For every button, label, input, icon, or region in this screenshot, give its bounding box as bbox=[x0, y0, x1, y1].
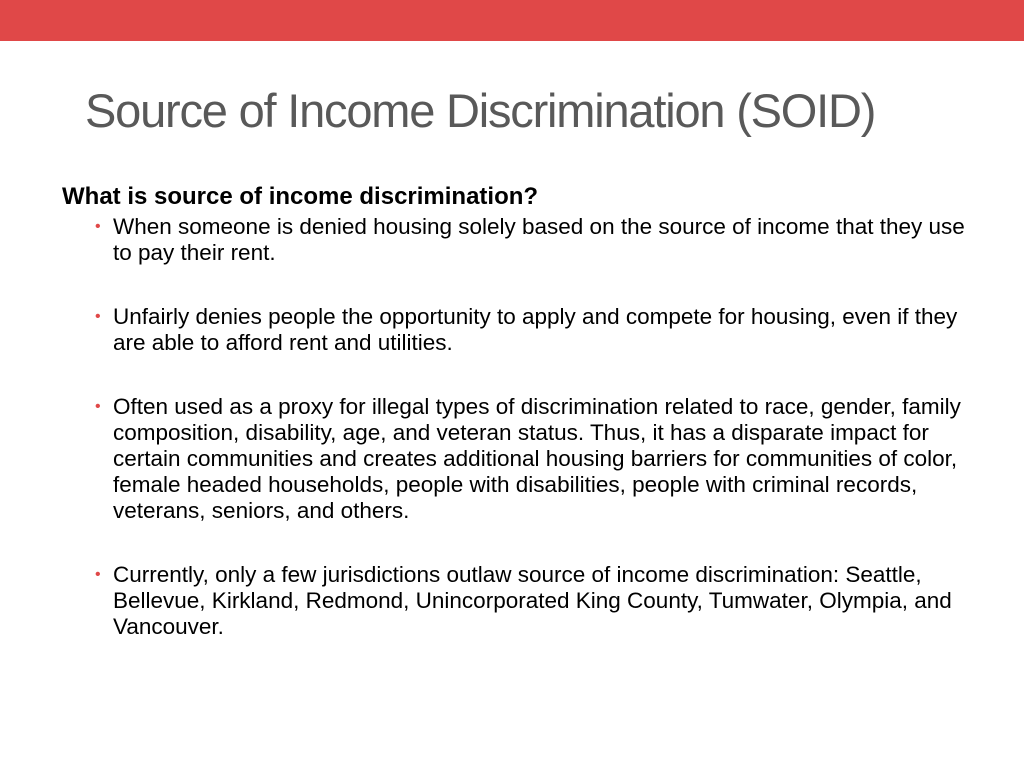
bullet-icon: • bbox=[95, 308, 101, 325]
bullet-item bbox=[62, 304, 972, 356]
section-subheading: What is source of income discrimination? bbox=[62, 183, 539, 210]
bullet-icon: • bbox=[95, 218, 101, 235]
bullet-text: When someone is denied housing solely based on the source of income that they use to pay their rent. bbox=[113, 214, 965, 265]
slide-title: Source of Income Discrimination (SOID) bbox=[85, 84, 876, 137]
bullet-list bbox=[62, 214, 972, 640]
slide-body bbox=[62, 180, 972, 640]
bullet-icon: • bbox=[95, 398, 101, 415]
bullet-item bbox=[62, 562, 972, 640]
bullet-text: Often used as a proxy for illegal types of discrimination related to race, gender, family composition, disability, age, and veteran status. Thus, it has a disparate impact for certain communities and creates additional housing barriers for communities of color, female headed households, people with disabilities, people with criminal records, veterans, seniors, and others. bbox=[113, 394, 961, 523]
bullet-item bbox=[62, 214, 972, 266]
bullet-text: Unfairly denies people the opportunity to apply and compete for housing, even if they are able to afford rent and utilities. bbox=[113, 304, 958, 355]
header-accent-bar bbox=[0, 0, 1024, 41]
bullet-text: Currently, only a few jurisdictions outlaw source of income discrimination: Seattle, Bellevue, Kirkland, Redmond, Unincorporated King County, Tumwater, Olympia, and Vancouver. bbox=[113, 562, 952, 639]
bullet-item bbox=[62, 394, 972, 524]
bullet-icon: • bbox=[95, 566, 101, 583]
